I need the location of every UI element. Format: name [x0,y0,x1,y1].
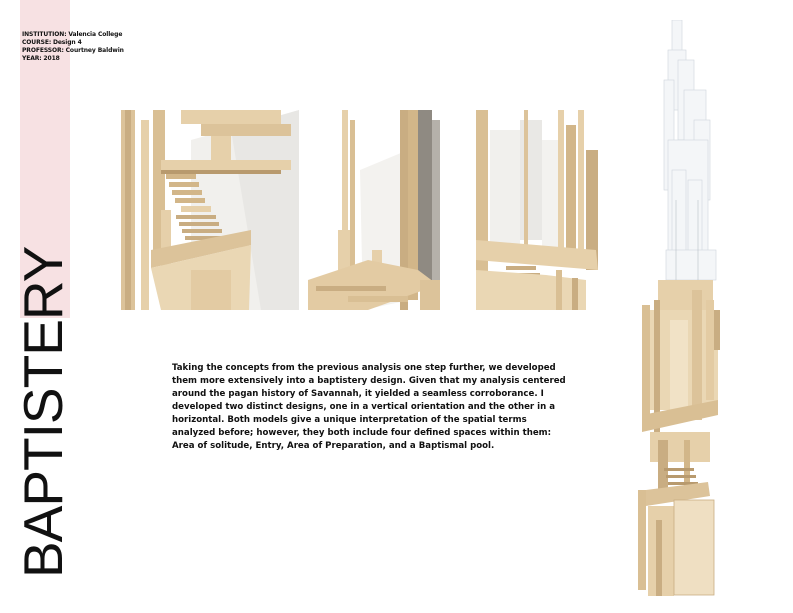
project-info [22,31,162,63]
model-photo-stairs [121,110,299,310]
model-photo-foam [308,110,456,310]
institution-value: Valencia College [68,31,123,38]
description-paragraph: Taking the concepts from the previous analysis one step further, we developed them more extensively into a baptistery design. Given that my analysis centered around the pagan history of Savannah, it yielded a seamless corroborance. I developed two distinct designs, one in a vertical orientation and the other in a horizontal. Both models give a unique interpretation of the spatial terms analyzed before; however, they both include four defined spaces within them: Area of solitude, Entry, Area of Preparation, and a Baptismal pool. [172,363,566,451]
course-label: COURSE: [22,39,52,46]
year-row [22,55,162,63]
professor-value: Courtney Baldwin [65,47,124,54]
year-value: 2018 [43,55,60,62]
course-value: Design 4 [52,39,82,46]
professor-label: PROFESSOR: [22,47,64,54]
course-row [22,39,162,47]
professor-row [22,47,162,55]
tower-model-photo [628,20,728,600]
institution-row [22,31,162,39]
year-label: YEAR: [22,55,42,62]
title-container [10,246,74,580]
model-photo-columns [476,110,598,310]
page-title: BAPTISTERY [12,246,74,578]
institution-label: INSTITUTION: [22,31,67,38]
